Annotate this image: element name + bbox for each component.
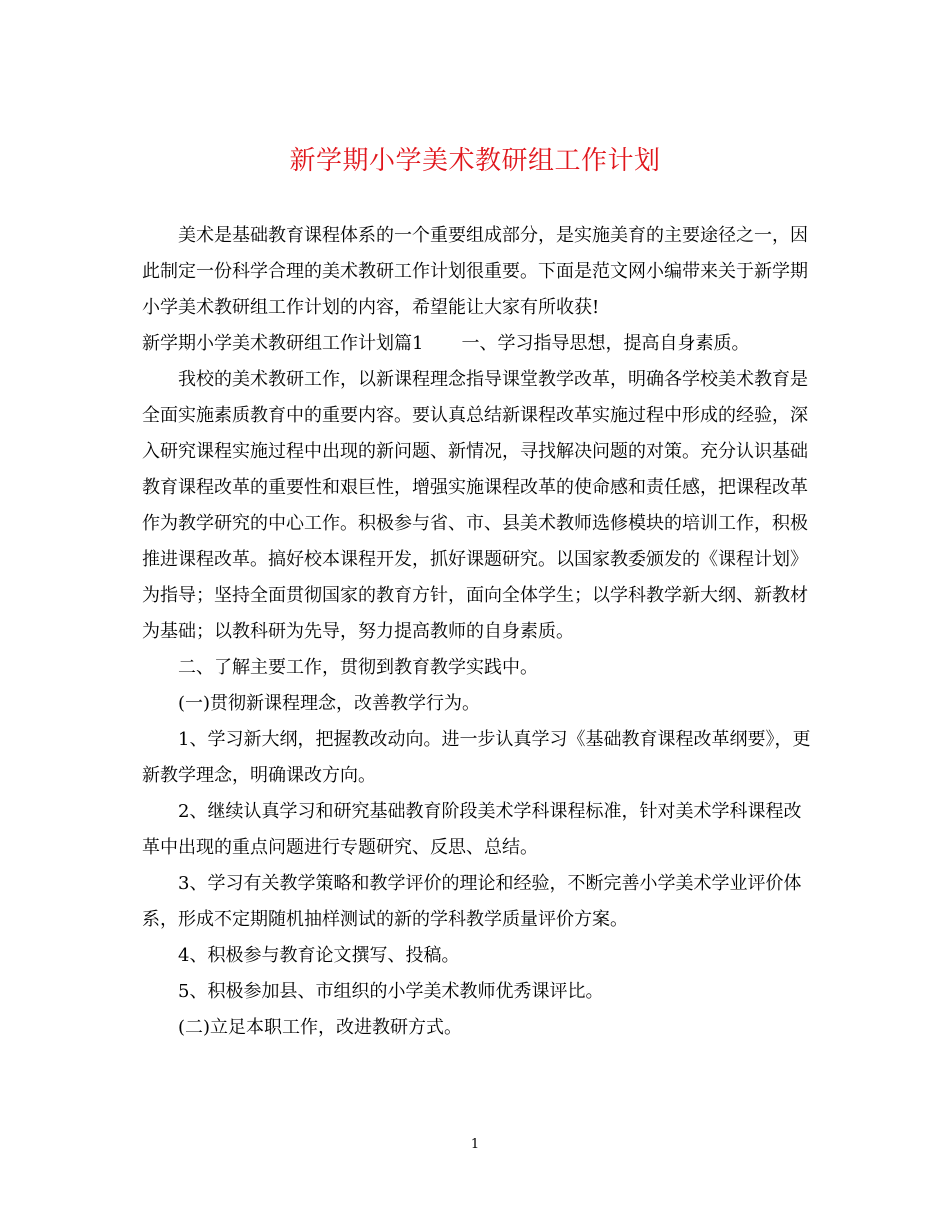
body-paragraph: (二)立足本职工作，改进教研方式。 bbox=[178, 1017, 463, 1038]
body-paragraph: 2、继续认真学习和研究基础教育阶段美术学科课程标准，针对美术学科课程改革中出现的重点问题进行专题研究、反思、总结。 bbox=[142, 801, 802, 858]
body-paragraph: 3、学习有关教学策略和教学评价的理论和经验，不断完善小学美术学业评价体系，形成不定期随机抽样测试的新的学科教学质量评价方案。 bbox=[142, 873, 802, 930]
body-paragraph: 4、积极参与教育论文撰写、投稿。 bbox=[178, 945, 460, 966]
intro-paragraph: 美术是基础教育课程体系的一个重要组成部分，是实施美育的主要途径之一，因此制定一份科学合理的美术教研工作计划很重要。下面是范文网小编带来关于新学期小学美术教研组工作计划的内容，希望能让大家有所收获! bbox=[142, 225, 808, 318]
document-title: 新学期小学美术教研组工作计划 bbox=[289, 146, 661, 176]
body-paragraph: 1、学习新大纲，把握教改动向。进一步认真学习《基础教育课程改革纲要》，更新教学理念，明确课改方向。 bbox=[142, 729, 811, 786]
section-heading-line bbox=[142, 326, 812, 362]
body-paragraph: 二、了解主要工作，贯彻到教育教学实践中。 bbox=[178, 657, 538, 678]
body-paragraph: 我校的美术教研工作，以新课程理念指导课堂教学改革，明确各学校美术教育是全面实施素质教育中的重要内容。要认真总结新课程改革实施过程中形成的经验，深入研究课程实施过程中出现的新问题、新情况，寻找解决问题的对策。充分认识基础教育课程改革的重要性和艰巨性，增强实施课程改革的使命感和责任感，把课程改革作为教学研究的中心工作。积极参与省、市、县美术教师选修模块的培训工作，积极推进课程改革。搞好校本课程开发，抓好课题研究。以国家教委颁发的《课程计划》为指导；坚持全面贯彻国家的教育方针，面向全体学生；以学科教学新大纲、新教材为基础；以教科研为先导，努力提高教师的自身素质。 bbox=[142, 369, 808, 642]
section-first-point: 一、学习指导思想，提高自身素质。 bbox=[461, 333, 750, 354]
body-paragraph: (一)贯彻新课程理念，改善教学行为。 bbox=[178, 693, 481, 714]
document-body bbox=[142, 218, 812, 1046]
body-paragraph: 5、积极参加县、市组织的小学美术教师优秀课评比。 bbox=[178, 981, 604, 1002]
page-number: 1 bbox=[470, 1137, 480, 1152]
section-heading: 新学期小学美术教研组工作计划篇1 bbox=[142, 333, 424, 354]
